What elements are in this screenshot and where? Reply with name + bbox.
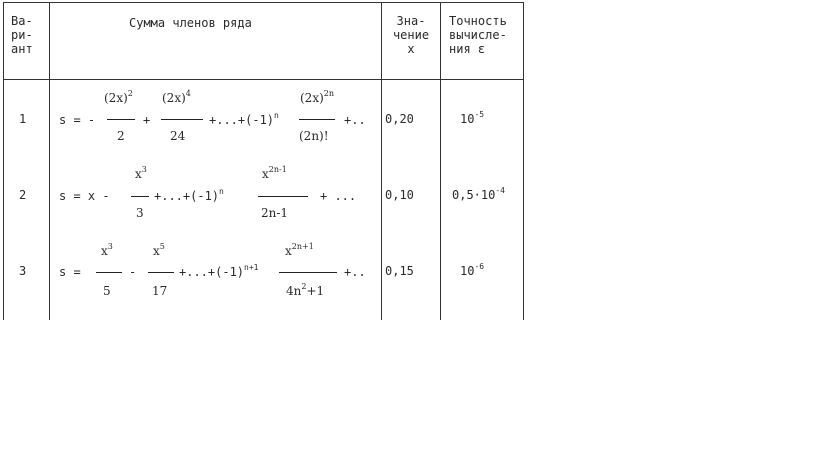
variant-number: 2: [19, 188, 27, 202]
series-tail: + ...: [320, 189, 357, 203]
table-border-top: [3, 2, 524, 3]
fraction-numerator: $x^3$: [135, 165, 147, 181]
precision-value: $10^{-6}$: [460, 262, 485, 278]
series-tail: +..: [344, 113, 366, 127]
precision-value: $10^{-5}$: [460, 110, 485, 126]
header-sum: Сумма членов ряда: [129, 16, 252, 30]
series-lhs: s = -: [59, 113, 96, 127]
fraction-denominator: 24: [170, 129, 186, 143]
series-table: [3, 2, 524, 320]
precision-value: $0,5\cdot 10^{-4}$: [452, 186, 505, 202]
x-value: 0,10: [385, 188, 414, 202]
x-value: 0,20: [385, 112, 414, 126]
column-divider: [49, 2, 50, 320]
fraction-bar: [258, 196, 308, 197]
fraction-numerator: $x^3$: [101, 242, 113, 258]
fraction-numerator: $(2x)^2$: [104, 89, 133, 105]
fraction-bar: [107, 119, 135, 120]
series-middle: $+...+(-1)^n$: [209, 111, 279, 127]
fraction-denominator: 5: [103, 284, 111, 298]
fraction-denominator: 3: [136, 206, 144, 220]
fraction-bar: [131, 196, 149, 197]
header-variant: Ва- ри- ант: [11, 14, 33, 56]
header-divider: [3, 79, 524, 80]
fraction-denominator: (2n)!: [299, 129, 329, 143]
fraction-numerator: $(2x)^4$: [162, 89, 191, 105]
series-lhs: s = x -: [59, 189, 110, 203]
fraction-bar: [299, 119, 335, 120]
table-border-right: [523, 2, 524, 320]
header-precision: Точность вычисле- ния ε: [449, 14, 507, 56]
series-tail: +..: [344, 265, 366, 279]
fraction-numerator: $x^{2n+1}$: [285, 242, 314, 258]
column-divider: [381, 2, 382, 320]
operator: -: [129, 265, 137, 279]
column-divider: [440, 2, 441, 320]
variant-number: 1: [19, 112, 27, 126]
operator: +: [143, 113, 151, 127]
variant-number: 3: [19, 264, 27, 278]
fraction-bar: [279, 272, 337, 273]
fraction-denominator: 2n-1: [261, 206, 289, 220]
series-lhs: s =: [59, 265, 81, 279]
fraction-bar: [148, 272, 174, 273]
fraction-bar: [161, 119, 203, 120]
fraction-denominator: 17: [152, 284, 168, 298]
x-value: 0,15: [385, 264, 414, 278]
series-middle: $+...+(-1)^{n+1}$: [179, 263, 259, 279]
fraction-numerator: $x^{2n-1}$: [262, 165, 287, 181]
header-value: Зна- чение x: [392, 14, 430, 56]
fraction-denominator: 2: [117, 129, 125, 143]
table-border-left: [3, 2, 4, 320]
fraction-numerator: $(2x)^{2n}$: [300, 89, 335, 105]
fraction-denominator: $4n^2+1$: [286, 282, 325, 298]
fraction-numerator: $x^5$: [153, 242, 165, 258]
fraction-bar: [96, 272, 122, 273]
series-middle: $+...+(-1)^n$: [154, 187, 224, 203]
